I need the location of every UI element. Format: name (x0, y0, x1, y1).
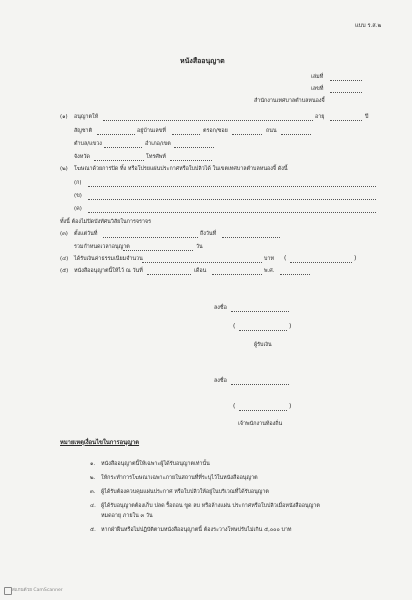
official-signature-field[interactable] (231, 384, 289, 385)
form-code: แบบ ร.ส.๒ (355, 23, 382, 29)
house-number-label: อยู่บ้านเลขที่ (137, 128, 166, 134)
official-role: เจ้าพนักงานท้องถิ่น (238, 421, 283, 427)
end-date-field[interactable] (222, 237, 280, 238)
nationality-label: สัญชาติ (74, 128, 93, 134)
fee-amount-field[interactable] (142, 262, 262, 263)
age-field[interactable] (330, 120, 362, 121)
end-date-label: ถึงวันที่ (200, 231, 217, 237)
grantee-name-field[interactable] (103, 120, 313, 121)
issue-year-label: พ.ศ. (264, 268, 275, 274)
document-number-field[interactable] (330, 92, 362, 93)
alley-label: ตรอก/ซอย (203, 128, 228, 134)
section-2-label: โฆษณาด้วยการปิด ทิ้ง หรือโปรยแผ่นประกาศหรือใบปลิวได้ ในเขตเทศบาลตำบลหนองจี้ ดังนี้ (74, 166, 288, 172)
province-label: จังหวัด (74, 154, 90, 160)
condition-2-number: ๒. (90, 475, 96, 481)
days-unit: วัน (196, 244, 203, 250)
office-name: สำนักงานเทศบาลตำบลหนองจี้ (254, 98, 325, 104)
total-days-field[interactable] (123, 250, 193, 251)
traffic-visibility-note: ทั้งนี้ ต้องไม่ปิดบังทัศนวิสัยในการจราจร (60, 219, 151, 225)
camscanner-logo-icon (4, 587, 12, 595)
advert-item-a-field[interactable] (88, 186, 376, 187)
issue-date-label: หนังสืออนุญาตนี้ให้ไว้ ณ วันที่ (74, 268, 143, 274)
issue-month-field[interactable] (212, 274, 262, 275)
document-number-label: เลขที่ (311, 86, 324, 92)
section-5-number: (๕) (60, 268, 69, 274)
cashier-name-open-paren: ( (233, 323, 236, 330)
condition-5-number: ๕. (90, 527, 96, 533)
official-name-open-paren: ( (233, 403, 236, 410)
cashier-name-field[interactable] (239, 330, 287, 331)
section-4-number: (๔) (60, 256, 69, 262)
province-field[interactable] (94, 160, 144, 161)
condition-1-number: ๑. (90, 461, 96, 467)
baht-unit: บาท (264, 256, 275, 262)
fee-words-close-paren: ) (354, 255, 357, 262)
official-name-close-paren: ) (289, 403, 292, 410)
road-field[interactable] (281, 134, 311, 135)
advert-item-a-label: (ก) (74, 180, 82, 186)
phone-field[interactable] (170, 160, 212, 161)
condition-3-text: ผู้ได้รับต้องควบคุมแผ่นประกาศ หรือใบปลิวให้อยู่ในบริเวณที่ได้รับอนุญาต (101, 489, 269, 495)
condition-3-number: ๓. (90, 489, 96, 495)
book-number-field[interactable] (330, 80, 362, 81)
cashier-signature-field[interactable] (231, 311, 289, 312)
district-label: อำเภอ/เขต (145, 141, 171, 147)
document-title: หนังสืออนุญาต (180, 57, 225, 65)
age-unit: ปี (365, 114, 369, 120)
condition-1-text: หนังสืออนุญาตนี้ให้เฉพาะผู้ได้รับอนุญาตเท่านั้น (101, 461, 210, 467)
issue-day-field[interactable] (147, 274, 191, 275)
advert-item-c-field[interactable] (88, 212, 376, 213)
official-sign-label: ลงชื่อ (214, 378, 227, 384)
age-label: อายุ (315, 114, 325, 120)
total-duration-label: รวมกำหนดเวลาอนุญาต (74, 244, 130, 250)
issue-year-field[interactable] (280, 274, 310, 275)
condition-4-text-cont: หมดอายุ ภายใน ๓ วัน (101, 513, 153, 519)
conditions-heading: หมายเหตุเงื่อนไขในการอนุญาต (60, 440, 140, 446)
section-1-number: (๑) (60, 114, 68, 120)
advert-item-b-field[interactable] (88, 199, 376, 200)
cashier-name-close-paren: ) (289, 323, 292, 330)
section-1-label: อนุญาตให้ (74, 114, 99, 120)
section-3-number: (๓) (60, 231, 68, 237)
cashier-sign-label: ลงชื่อ (214, 305, 227, 311)
fee-in-words-field[interactable] (290, 262, 352, 263)
start-date-field[interactable] (103, 237, 198, 238)
fee-words-open-paren: ( (284, 255, 287, 262)
scanner-watermark: สแกนด้วย CamScanner (12, 588, 63, 593)
alley-field[interactable] (232, 134, 262, 135)
book-number-label: เล่มที่ (311, 74, 324, 80)
condition-2-text: ให้กระทำการโฆษณาเฉพาะภายในสถานที่ที่ระบุไว้ในหนังสืออนุญาต (101, 475, 258, 481)
district-field[interactable] (174, 147, 214, 148)
subdistrict-field[interactable] (104, 147, 142, 148)
nationality-field[interactable] (97, 134, 135, 135)
cashier-role: ผู้รับเงิน (254, 342, 272, 348)
issue-month-label: เดือน (194, 268, 207, 274)
phone-label: โทรศัพท์ (146, 154, 166, 160)
advert-item-c-label: (ค) (74, 206, 82, 212)
house-number-field[interactable] (172, 134, 200, 135)
official-name-field[interactable] (239, 410, 287, 411)
road-label: ถนน (266, 128, 277, 134)
condition-4-number: ๔. (90, 503, 96, 509)
advert-item-b-label: (ข) (74, 193, 82, 199)
subdistrict-label: ตำบล/แขวง (74, 141, 102, 147)
section-2-number: (๒) (60, 166, 68, 172)
condition-5-text: หากฝ่าฝืนหรือไม่ปฏิบัติตามหนังสืออนุญาตนี้ ต้องระวางโทษปรับไม่เกิน ๕,๐๐๐ บาท (101, 527, 292, 533)
condition-4-text: ผู้ได้รับอนุญาตต้องเก็บ ปลด รื้อถอน ขูด ลบ หรือล้างแผ่น ประกาศหรือใบปลิวเมื่อหนังสืออนุญาต (101, 503, 320, 509)
fee-label: ได้รับเงินค่าธรรมเนียมจำนวน (74, 256, 143, 262)
start-date-label: ตั้งแต่วันที่ (74, 231, 98, 237)
